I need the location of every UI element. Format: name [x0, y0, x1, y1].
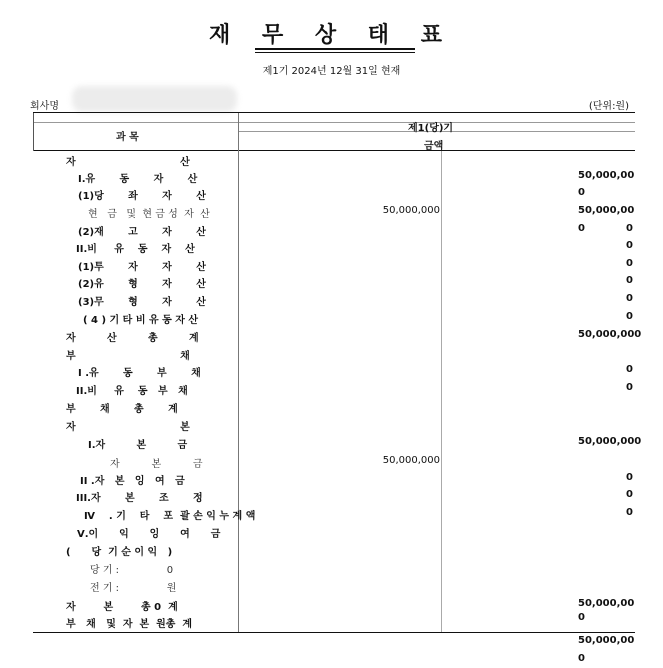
- row-label: 자 산 총 계: [66, 333, 199, 344]
- row-label: Ⅰ .유 동 부 채: [78, 368, 201, 379]
- row-label: II .자 본 잉 여 금: [80, 476, 185, 487]
- unit-label: (단위:원): [588, 101, 629, 112]
- row-label: Ⅴ.이 익 잉 여 금: [77, 529, 221, 540]
- row-label: (2)재 고 자 산: [78, 227, 206, 238]
- row-amount: 0: [578, 223, 585, 234]
- table-row: [0, 598, 663, 623]
- statement-title: 재 무 상 태 표: [209, 23, 454, 48]
- table-row: [0, 489, 663, 507]
- row-sub-amount: 50,000,000: [382, 455, 440, 466]
- header-item: 과 목: [116, 132, 139, 143]
- table-row: [0, 153, 663, 171]
- row-label: II.비 유 동 자 산: [76, 244, 195, 255]
- table-row: [0, 258, 663, 276]
- table-row: [0, 615, 663, 633]
- row-label: 자 본 금: [110, 459, 203, 470]
- table-row: [0, 436, 663, 454]
- title-underline-thin: [255, 52, 415, 53]
- header-rule: [33, 122, 635, 123]
- row-amount-zero: 0: [626, 311, 633, 322]
- row-label: 자 본: [66, 422, 190, 433]
- table-row: [0, 472, 663, 490]
- row-label: Ⅰ.자 본 금: [88, 440, 188, 451]
- row-label: ( 당 기 순 이 익 ): [66, 547, 173, 558]
- table-row: [0, 275, 663, 293]
- row-label: 자 본 총 0 계: [66, 602, 178, 613]
- table-left-border: [33, 113, 34, 151]
- header-amount: 금액: [424, 141, 444, 152]
- row-label: 부 채 총 계: [66, 404, 178, 415]
- row-amount: 50,000,00: [578, 170, 635, 181]
- row-label: (1)당 좌 자 산: [78, 191, 206, 202]
- table-row: [0, 347, 663, 365]
- row-amount-zero: 0: [626, 382, 633, 393]
- table-row: [0, 455, 663, 473]
- table-row: [0, 543, 663, 561]
- row-label: Ⅰ.유 동 자 산: [78, 174, 198, 185]
- row-amount-zero: 0: [626, 507, 633, 518]
- row-amount: 50,000,000: [578, 436, 642, 447]
- row-label: 부 채 및 자 본 원총 계: [66, 619, 193, 630]
- row-amount-zero: 0: [626, 293, 633, 304]
- table-row: [0, 311, 663, 329]
- table-row: [0, 364, 663, 382]
- table-row: [0, 418, 663, 436]
- row-amount-zero: 0: [626, 472, 633, 483]
- row-label: 자 산: [66, 157, 190, 168]
- table-row: [0, 579, 663, 597]
- row-label: (1)투 자 자 산: [78, 262, 206, 273]
- row-amount: 50,000,00: [578, 598, 635, 609]
- table-row: [0, 525, 663, 543]
- title-underline: [255, 48, 415, 50]
- row-sub-amount: 50,000,000: [382, 205, 440, 216]
- redacted-company-name: [72, 86, 237, 112]
- row-amount-zero: 0: [626, 275, 633, 286]
- row-label: Ⅳ . 기 타 포 괄 손 익 누 계 액: [84, 511, 256, 522]
- row-amount-zero: 0: [626, 223, 633, 234]
- row-amount: 50,000,000: [578, 329, 642, 340]
- row-label: (2)유 형 자 산: [78, 279, 206, 290]
- footer-total: 50,000,00: [578, 635, 635, 646]
- row-amount: 0: [578, 187, 585, 198]
- table-row: [0, 561, 663, 579]
- row-label: II.비 유 동 부 채: [76, 386, 188, 397]
- row-label: ( 4 ) 기 타 비 유 동 자 산: [83, 315, 199, 326]
- header-bottom-rule: [33, 150, 635, 151]
- row-amount-zero: 0: [626, 489, 633, 500]
- row-label: 부 채: [66, 351, 190, 362]
- table-row: [0, 293, 663, 311]
- table-row: [0, 223, 663, 241]
- row-amount-wrap: 0: [578, 612, 585, 623]
- table-row: [0, 382, 663, 400]
- table-row: [0, 170, 663, 188]
- table-row: [0, 400, 663, 418]
- row-amount: 50,000,00: [578, 205, 635, 216]
- row-amount-zero: 0: [626, 240, 633, 251]
- table-row: [0, 205, 663, 223]
- row-amount-zero: 0: [626, 364, 633, 375]
- table-row: [0, 187, 663, 205]
- row-label: (3)무 형 자 산: [78, 297, 206, 308]
- row-label: III.자 본 조 정: [76, 493, 203, 504]
- table-row: [0, 329, 663, 347]
- table-row: [0, 240, 663, 258]
- period-text: 제1기 2024년 12월 31일 현재: [262, 66, 401, 77]
- header-term: 제1(당)기: [408, 123, 454, 134]
- row-amount-zero: 0: [626, 258, 633, 269]
- footer-total-wrap: 0: [578, 653, 585, 664]
- company-label: 회사명: [30, 101, 59, 112]
- table-row: [0, 507, 663, 525]
- row-label: 당 기 : 0: [90, 565, 174, 576]
- row-label: 전 기 : 원: [90, 583, 177, 594]
- row-label: 현 금 및 현 금 성 자 산: [88, 209, 210, 220]
